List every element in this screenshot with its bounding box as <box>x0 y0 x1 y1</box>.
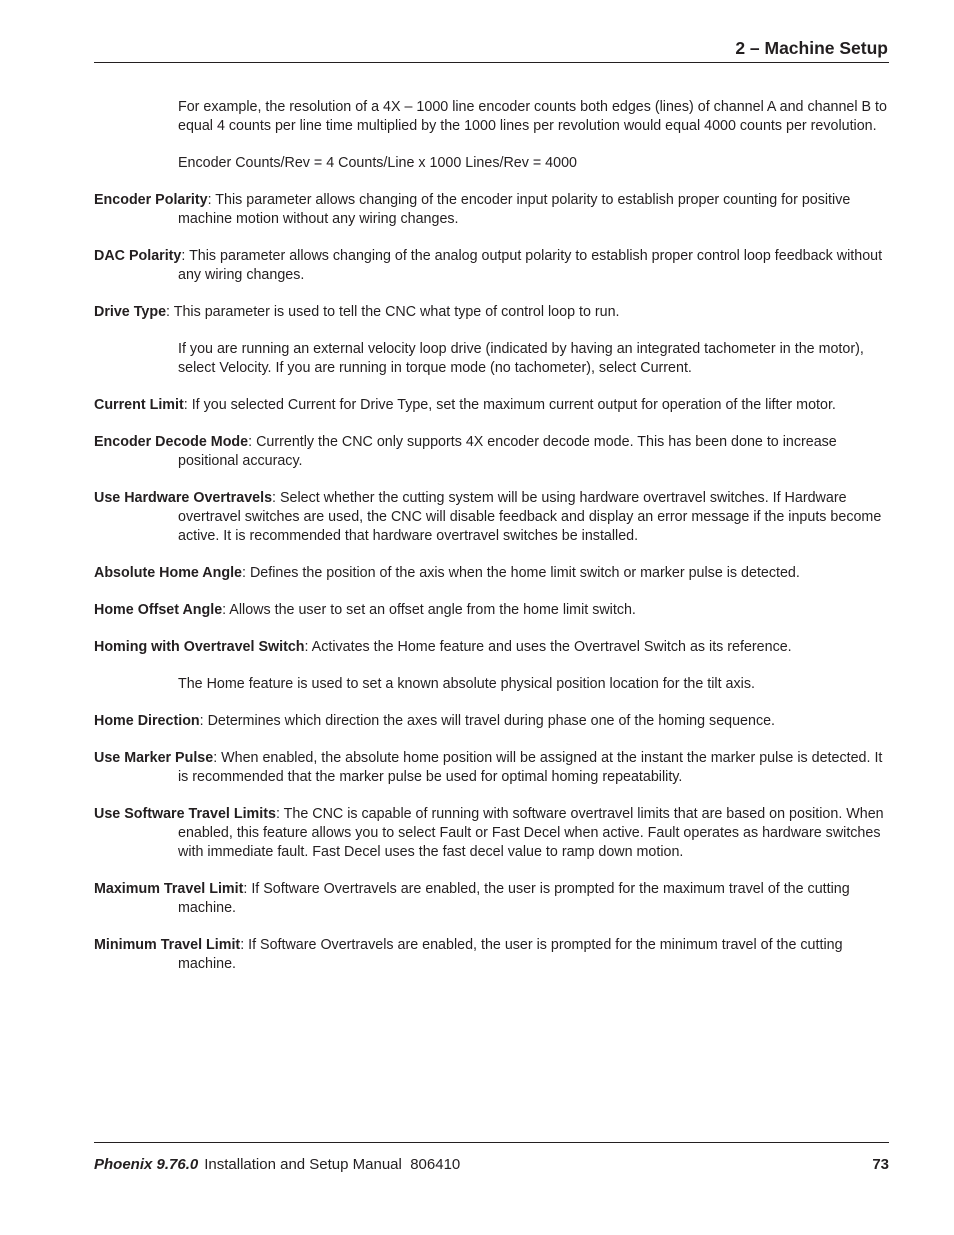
param-term: Current Limit <box>94 397 184 413</box>
param-use-marker-pulse <box>94 749 888 787</box>
param-description: : Allows the user to set an offset angle from the home limit switch. <box>222 602 636 618</box>
header-divider <box>94 62 889 63</box>
param-description: : This parameter allows changing of the analog output polarity to establish proper control loop feedback without any wiring changes. <box>178 248 883 283</box>
param-homing-with-overtravel-switch <box>94 638 888 657</box>
param-term: Drive Type <box>94 304 167 320</box>
param-description: : Determines which direction the axes will travel during phase one of the homing sequence. <box>199 713 776 729</box>
param-description: : If you selected Current for Drive Type, set the maximum current output for operation of the lifter motor. <box>183 397 836 413</box>
param-description: : Defines the position of the axis when the home limit switch or marker pulse is detected. <box>242 565 800 581</box>
param-use-software-travel-limits <box>94 805 888 862</box>
param-encoder-decode-mode <box>94 433 888 471</box>
param-use-hardware-overtravels <box>94 489 888 546</box>
footer-part-number: 806410 <box>410 1156 461 1173</box>
param-term: Maximum Travel Limit <box>94 881 244 897</box>
page-footer <box>94 1155 889 1175</box>
param-term: Home Direction <box>94 713 200 729</box>
param-current-limit <box>94 396 888 415</box>
param-description: : Select whether the cutting system will be using hardware overtravel switches. If Hardware overtravel switches are used, the CNC will disable feedback and display an error message if the inputs become active. It is recommended that hardware overtravel switches be installed. <box>178 490 882 544</box>
param-description: : When enabled, the absolute home position will be assigned at the instant the marker pulse is detected. It is recommended that the marker pulse be used for optimal homing repeatability. <box>178 750 883 785</box>
section-title: 2 – Machine Setup <box>735 38 888 58</box>
param-term: Use Marker Pulse <box>94 750 214 766</box>
param-term: Encoder Decode Mode <box>94 434 249 450</box>
param-term: Home Offset Angle <box>94 602 223 618</box>
param-description: : If Software Overtravels are enabled, the user is prompted for the minimum travel of the cutting machine. <box>178 937 843 972</box>
footer-divider <box>94 1142 889 1143</box>
param-term: Use Hardware Overtravels <box>94 490 273 506</box>
param-minimum-travel-limit <box>94 936 888 974</box>
param-term: Use Software Travel Limits <box>94 806 276 822</box>
intro-formula: Encoder Counts/Rev = 4 Counts/Line x 1000 Lines/Rev = 4000 <box>178 155 577 171</box>
param-home-direction <box>94 712 888 731</box>
footer-product-name: Phoenix 9.76.0 <box>94 1156 199 1173</box>
drive-type-note: If you are running an external velocity loop drive (indicated by having an integrated tachometer in the motor), select Velocity. If you are running in torque mode (no tachometer), select Current. <box>178 341 864 376</box>
param-description: : If Software Overtravels are enabled, the user is prompted for the maximum travel of the cutting machine. <box>178 881 850 916</box>
param-description: : Activates the Home feature and uses the Overtravel Switch as its reference. <box>304 639 792 655</box>
param-term: Encoder Polarity <box>94 192 208 208</box>
footer-manual-title: Installation and Setup Manual <box>204 1156 402 1173</box>
param-absolute-home-angle <box>94 564 888 583</box>
page-number: 73 <box>872 1156 889 1173</box>
param-home-offset-angle <box>94 601 888 620</box>
param-encoder-polarity <box>94 191 888 229</box>
home-feature-note: The Home feature is used to set a known absolute physical position location for the tilt axis. <box>178 676 755 692</box>
intro-example-paragraph: For example, the resolution of a 4X – 1000 line encoder counts both edges (lines) of channel A and channel B to equal 4 counts per line time multiplied by the 1000 lines per revolution would equal 4000 counts per revolution. <box>178 99 887 134</box>
param-description: : This parameter allows changing of the encoder input polarity to establish proper counting for positive machine motion without any wiring changes. <box>178 192 851 227</box>
param-description: : This parameter is used to tell the CNC what type of control loop to run. <box>166 304 620 320</box>
param-term: Homing with Overtravel Switch <box>94 639 305 655</box>
param-term: Absolute Home Angle <box>94 565 243 581</box>
param-maximum-travel-limit <box>94 880 888 918</box>
param-description: : Currently the CNC only supports 4X encoder decode mode. This has been done to increase positional accuracy. <box>178 434 837 469</box>
param-term: DAC Polarity <box>94 248 182 264</box>
param-dac-polarity <box>94 247 888 285</box>
param-description: : The CNC is capable of running with software overtravel limits that are based on position. When enabled, this feature allows you to select Fault or Fast Decel when active. Fault operates as hardware switches with immediate fault. Fast Decel uses the fast decel value to ramp down motion. <box>178 806 884 860</box>
param-drive-type <box>94 303 888 322</box>
page-body <box>94 98 888 992</box>
param-term: Minimum Travel Limit <box>94 937 241 953</box>
